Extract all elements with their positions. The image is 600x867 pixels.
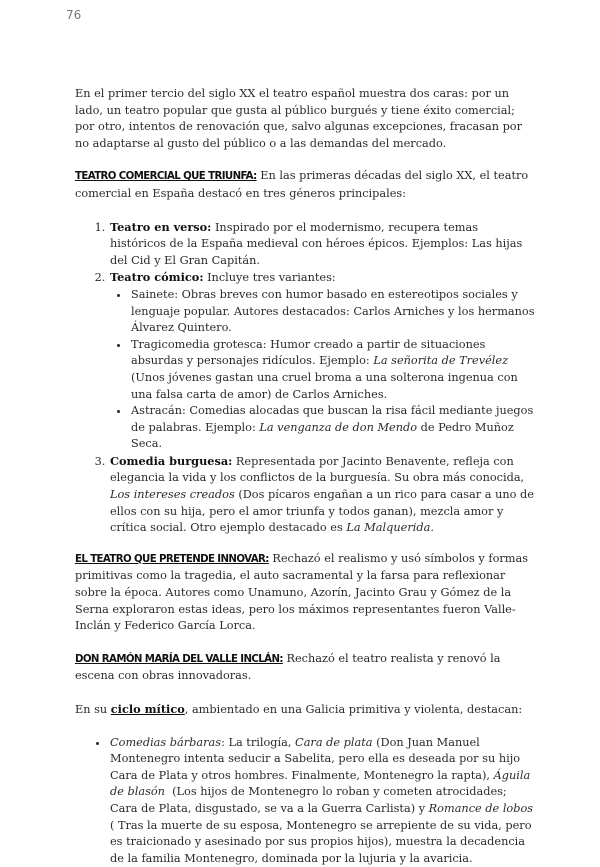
item-text: ( Tras la muerte de su esposa, Montenegro se arrepiente de su vida, pero es traicionado y asesinado por sus propios hijos), muestra la decadencia de la familia Montenegro, dominada por la lujuria y la avaricia.: [110, 818, 532, 865]
work-title: Romance de lobos: [428, 801, 534, 815]
intro-paragraph: En el primer tercio del siglo XX el teatro español muestra dos caras: por un lado, un teatro popular que gusta al público burgués y tiene éxito comercial; por otro, intentos de renovación que, salvo algunas excepciones, fracasan por no adaptarse al gusto del público o a las demandas del mercado.: [75, 87, 523, 150]
item-text: Inspirado por el modernismo, recupera temas históricos de la España medieval con héroes épicos. Ejemplos: Las hijas del Cid y El Gran Capitán.: [110, 220, 523, 267]
ciclo-works-list: [75, 735, 535, 867]
list-item-tragicomedia: [130, 337, 535, 403]
valle-paragraph: [75, 651, 535, 685]
item-text: .: [430, 521, 434, 535]
item-title: Teatro en verso:: [110, 219, 212, 234]
item-text: (Dos pícaros engañan a un rico para casar a uno de ellos con su hija, pero el amor triunfa y todos ganan), mezcla amor y crítica social. Otro ejemplo destacado es: [110, 488, 534, 535]
work-title: La venganza de don Mendo: [259, 420, 418, 434]
work-title: La Malquerida: [346, 521, 431, 535]
valle-text: Rechazó el teatro realista y renovó la escena con obras innovadoras.: [75, 651, 501, 683]
item-text: Incluye tres variantes:: [203, 271, 336, 285]
item-text: (Don Juan Manuel Montenegro intenta seducir a Sabelita, pero ella es deseada por su hijo Cara de Plata y otros hombres. Finalmente, Montenegro la rapta),: [110, 735, 521, 782]
list-item-astracan: [130, 403, 535, 453]
valle-heading: DON RAMÓN MARÍA DEL VALLE INCLÁN:: [75, 653, 283, 665]
work-title: Cara de plata: [295, 735, 373, 749]
ciclo-text: , ambientado en una Galicia primitiva y violenta, destacan:: [184, 703, 523, 716]
list-item-comedias-barbaras: [109, 735, 535, 867]
comercial-paragraph: [75, 168, 535, 202]
ciclo-paragraph: [75, 701, 535, 719]
comico-variants-list: [110, 287, 535, 453]
ciclo-mitico-term: ciclo mítico: [110, 702, 185, 716]
work-title: Los intereses creados: [110, 488, 235, 502]
list-item-sainete: [130, 287, 535, 337]
innovar-heading: EL TEATRO QUE PRETENDE INNOVAR:: [75, 553, 269, 565]
comercial-text: En las primeras décadas del siglo XX, el teatro comercial en España destacó en tres géneros principales:: [75, 169, 529, 200]
item-title: Teatro cómico:: [110, 270, 204, 285]
page-number: 76: [66, 8, 82, 22]
work-title: La señorita de Trevélez: [373, 354, 509, 368]
list-item-burguesa: [109, 453, 535, 537]
sub-item-text: de Pedro Muñoz Seca.: [131, 420, 514, 451]
sub-item-text: Astracán: Comedias alocadas que buscan la risa fácil mediante juegos de palabras. Ejemplo:: [131, 404, 534, 434]
list-item-comico: [109, 269, 535, 453]
item-text: (Los hijos de Montenegro lo roban y cometen atrocidades; Cara de Plata, disgustado, se va a la Guerra Carlista) y: [110, 785, 511, 815]
item-text: Representada por Jacinto Benavente, refleja con elegancia la vida y los conflictos de la burguesía. Su obra más conocida,: [110, 454, 525, 485]
item-text: : La trilogía,: [221, 735, 296, 749]
innovar-paragraph: [75, 551, 535, 635]
document-body: [75, 86, 535, 867]
innovar-text: Rechazó el realismo y usó símbolos y formas primitivas como la tragedia, el auto sacramental y la farsa para reflexionar sobre la época. Autores como Unamuno, Azorín, Jacinto Grau y Gómez de la Serna exploraron estas ideas, pero los máximos representantes fueron Valle-Inclán y Federico García Lorca.: [75, 551, 529, 633]
work-title: Águila de blasón: [110, 768, 531, 799]
sub-item-text: Tragicomedia grotesca: Humor creado a partir de situaciones absurdas y personajes ridículos. Ejemplo:: [131, 337, 486, 368]
work-title: Comedias bárbaras: [110, 735, 222, 749]
sub-item-text: Sainete: Obras breves con humor basado en estereotipos sociales y lenguaje popular. Autores destacados: Carlos Arniches y los hermanos Álvarez Quintero.: [131, 287, 535, 335]
ciclo-text: En su: [75, 703, 111, 716]
list-item-verso: [109, 219, 535, 270]
item-title: Comedia burguesa:: [110, 453, 233, 468]
sub-item-text: (Unos jóvenes gastan una cruel broma a una solterona ingenua con una falsa carta de amor) de Carlos Arniches.: [131, 370, 518, 401]
comercial-heading: TEATRO COMERCIAL QUE TRIUNFA:: [75, 171, 257, 183]
genres-list: [75, 219, 535, 537]
